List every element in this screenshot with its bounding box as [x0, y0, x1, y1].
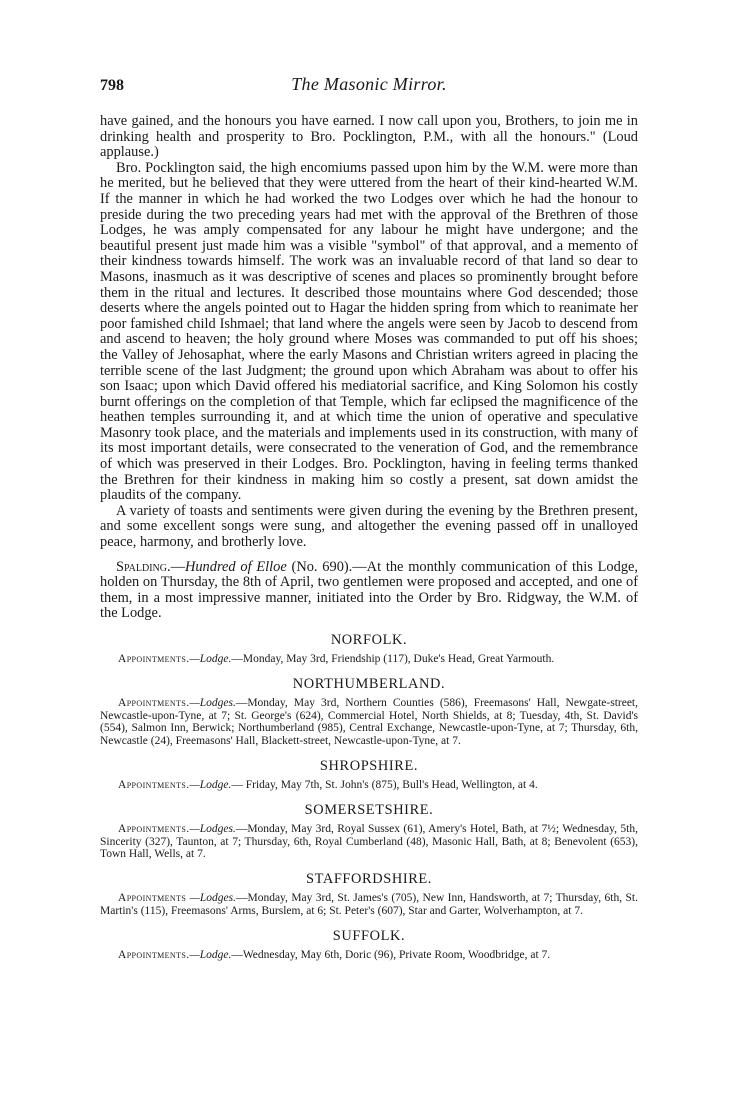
county-heading-staffordshire: STAFFORDSHIRE.: [306, 871, 432, 888]
county-heading-northumberland: NORTHUMBERLAND.: [292, 675, 446, 692]
county-heading-shropshire: SHROPSHIRE.: [319, 757, 419, 774]
county-heading-norfolk: NORFOLK.: [330, 632, 408, 648]
paragraph-toasts: A variety of toasts and sentiments were given during the evening by the Brethren present, and some excellent songs were sung, and altogether the evening passed off in unalloyed peace, harmony, and brotherly love.: [100, 502, 638, 551]
page-number: 798: [100, 77, 124, 94]
appointment-suffolk: [100, 949, 638, 962]
running-head: [100, 74, 638, 114]
lodge-kind: —Lodge.: [189, 948, 232, 961]
lodge-kind: —Lodge.: [189, 778, 232, 791]
paragraph-spalding-report: [100, 560, 638, 622]
dash: —: [170, 558, 185, 575]
appointments-label: Appointments.: [118, 778, 190, 791]
appointments-label: Appointments.: [118, 948, 190, 961]
article-body: [100, 114, 638, 622]
lodge-kind: —Lodges.: [186, 892, 236, 905]
appointment-text: —Wednesday, May 6th, Doric (96), Private Room, Woodbridge, at 7.: [231, 948, 551, 961]
appointments-label: Appointments.: [118, 822, 190, 835]
paragraph-closing-speech: have gained, and the honours you have earned. I now call upon you, Brothers, to join me in drinking health and prosperity to Bro. Pocklington, P.M., with all the honours." (Loud applause.): [100, 113, 638, 161]
appointment-northumberland: [100, 697, 638, 748]
county-heading-suffolk: SUFFOLK.: [332, 927, 406, 944]
appointment-text: —Monday, May 3rd, St. James's (705), New Inn, Handsworth, at 7; Thursday, 6th, St. Martin's (115), Freemasons' Arms, Burslem, at 6; St. Peter's (607), Star and Garter, Wolverhampton, at 7.: [100, 892, 638, 917]
place-name: Spalding.: [116, 558, 171, 575]
lodge-name: Hundred of Elloe: [184, 558, 287, 575]
journal-title: The Masonic Mirror.: [291, 74, 447, 94]
appointment-somersetshire: [100, 823, 638, 861]
appointments-label: Appointments.: [118, 653, 190, 665]
appointments-label: Appointments: [118, 892, 187, 905]
appointment-text: —Monday, May 3rd, Northern Counties (586), Freemasons' Hall, Newgate-street, Newcastle-upon-Tyne, at 7; St. George's (624), Commercial Hotel, North Shields, at 8; Tuesday, 4th, St. David's (554), Salmon Inn, Berwick; Northumberland (985), Central Exchange, Newcastle-upon-Tyne, at 7; Thursday, 6th, Newcastle (24), Freemasons' Hall, Blackett-street, Newcastle-upon-Tyne, at 7.: [100, 696, 638, 748]
appointment-text: —Monday, May 3rd, Royal Sussex (61), Amery's Hotel, Bath, at 7½; Wednesday, 5th, Sincerity (327), Taunton, at 7; Thursday, 6th, Royal Cumberland (48), Masonic Hall, Bath, at 8; Benevolent (653), Town Hall, Wells, at 7.: [100, 822, 638, 861]
report-text: (No. 690).—At the monthly communication of this Lodge, holden on Thursday, the 8th of April, two gentlemen were proposed and accepted, and one of them, in a most impressive manner, initiated into the Order by Bro. Ridgway, the W.M. of the Lodge.: [100, 558, 639, 622]
appointment-text: —Monday, May 3rd, Friendship (117), Duke's Head, Great Yarmouth.: [231, 653, 555, 665]
appointments-section: [100, 632, 638, 962]
lodge-kind: —Lodge.: [189, 653, 232, 665]
appointment-shropshire: [100, 779, 638, 792]
lodge-kind: —Lodges.: [189, 696, 236, 709]
appointment-staffordshire: [100, 892, 638, 918]
lodge-kind: —Lodges.: [189, 822, 236, 835]
appointment-norfolk: [100, 653, 638, 666]
county-heading-somersetshire: SOMERSETSHIRE.: [304, 801, 434, 818]
appointment-text: — Friday, May 7th, St. John's (875), Bull's Head, Wellington, at 4.: [231, 778, 538, 791]
appointments-label: Appointments.: [118, 696, 190, 709]
paragraph-pocklington-reply: Bro. Pocklington said, the high encomiums passed upon him by the W.M. were more than he merited, but he believed that they were uttered from the heart of their kind-hearted W.M. If the manner in which he had worked the two Lodges over which he had the honour to preside during the two preceding years had met with the approval of the Brethren of those Lodges, he was amply compensated for any labour he might have undergone; and the beautiful present just made him was a visible "symbol" of that approval, and a memento of their kindness towards himself. The work was an invaluable record of that land so dear to Masons, inasmuch as it was descriptive of scenes and places so prominently brought before them in the ritual and lectures. It described those mountains where God descended; those deserts where the angels pointed out to Hagar the hidden spring from which to reanimate her poor famished child Ishmael; that land where the angels were seen by Jacob to descend from and ascend to heaven; the holy ground where Moses was commanded to put off his shoes; the Valley of Jehosaphat, where the early Masons and Christian writers agreed in placing the terrible scene of the last Judgment; the ground upon which Abraham was about to offer his son Isaac; upon which David offered his mediatorial sacrifice, and King Solomon his costly burnt offerings on the completion of that Temple, which far eclipsed the magnificence of the heathen temples surrounding it, and at which time the union of operative and speculative Masonry took place, and the materials and implements used in its construction, with many of its most important details, were consecrated to the veneration of God, and the remembrance of which was preserved in their Lodges. Bro. Pocklington, having in feeling terms thanked the Brethren for their kindness in making him so costly a present, sat down amidst the plaudits of the company.: [100, 159, 638, 504]
